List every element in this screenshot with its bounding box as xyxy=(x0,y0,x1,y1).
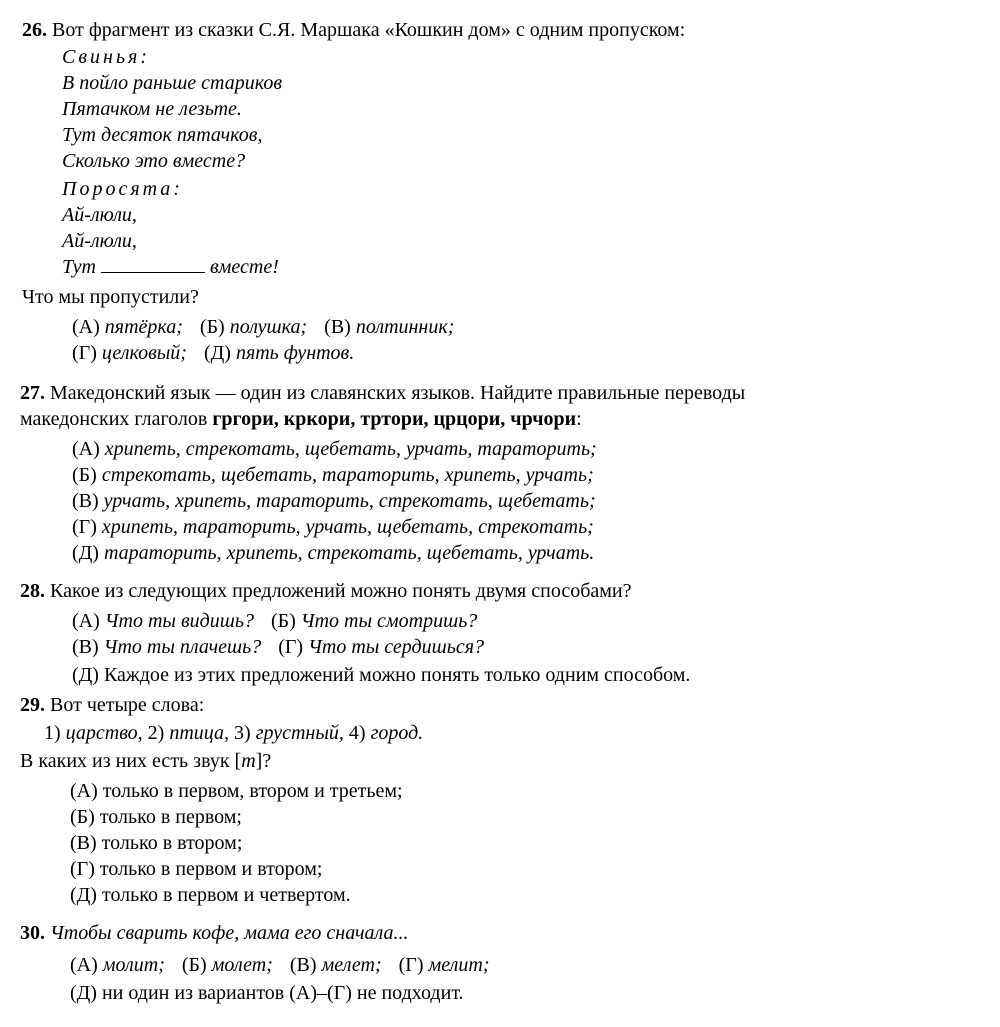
option-text: молет; xyxy=(211,954,273,976)
option-letter: (Г) xyxy=(278,636,304,658)
option-text: целковый; xyxy=(101,342,187,364)
option-b xyxy=(72,462,594,488)
option-letter: (А) xyxy=(72,316,100,338)
verse-text: Тут xyxy=(62,256,96,278)
option-letter: (Б) xyxy=(199,316,225,338)
option-v xyxy=(324,316,454,338)
word-number: 3) xyxy=(234,722,251,744)
option-v xyxy=(72,636,261,658)
question-number: 29. xyxy=(20,694,45,716)
question-text-continued xyxy=(20,406,582,432)
question-text: македонских глаголов xyxy=(20,408,208,430)
question-prompt: Что мы пропустили? xyxy=(22,286,199,308)
verse-line: Тут десяток пятачков, xyxy=(62,124,263,146)
question-26-header xyxy=(22,17,685,43)
option-g xyxy=(72,342,187,364)
option-g xyxy=(278,636,484,658)
macedonian-word: црцори, xyxy=(433,408,506,430)
question-text: Вот четыре слова: xyxy=(50,694,205,716)
verse-line: Ай-люли, xyxy=(62,230,137,252)
question-27-header xyxy=(20,380,745,406)
option-text: полушка; xyxy=(229,316,308,338)
question-28-header xyxy=(20,578,632,604)
option-text: только в первом, втором и третьем; xyxy=(102,780,403,802)
option-letter: (Г) xyxy=(70,858,95,880)
option-letter: (Б) xyxy=(70,806,95,828)
question-29-header xyxy=(20,692,204,718)
option-text: пятёрка; xyxy=(104,316,183,338)
prompt-text: В каких из них есть звук [ xyxy=(20,750,242,772)
option-letter: (В) xyxy=(70,832,97,854)
option-a xyxy=(72,436,597,462)
option-a xyxy=(72,316,183,338)
option-letter: (Д) xyxy=(70,884,97,906)
word-item xyxy=(349,722,423,744)
option-letter: (В) xyxy=(289,954,317,976)
verse-line-with-blank xyxy=(62,254,279,280)
question-text: Вот фрагмент из сказки С.Я. Маршака «Кошкин дом» с одним пропуском: xyxy=(52,19,686,41)
word-text: царство, xyxy=(65,722,143,744)
options-row xyxy=(72,340,366,366)
option-letter: (Д) xyxy=(70,982,97,1004)
option-b xyxy=(182,954,273,976)
verse-text: вместе! xyxy=(209,256,279,278)
question-text: Какое из следующих предложений можно понять двумя способами? xyxy=(50,580,632,602)
option-text: Что ты видишь? xyxy=(104,610,254,632)
options-row xyxy=(70,952,501,978)
option-b xyxy=(200,316,307,338)
speaker-label: Поросята: xyxy=(62,178,183,200)
option-g xyxy=(70,856,322,882)
option-g xyxy=(399,954,490,976)
verse-line: Сколько это вместе? xyxy=(62,150,246,172)
question-number: 28. xyxy=(20,580,45,602)
options-row xyxy=(72,608,489,634)
option-letter: (В) xyxy=(72,490,99,512)
verse-line: Ай-люли, xyxy=(62,204,137,226)
option-v xyxy=(290,954,382,976)
option-b xyxy=(271,610,477,632)
option-text: мелет; xyxy=(321,954,382,976)
answer-blank xyxy=(101,254,205,273)
option-text: хрипеть, тараторить, урчать, щебетать, стрекотать; xyxy=(101,516,594,538)
option-letter: (А) xyxy=(70,780,98,802)
option-letter: (А) xyxy=(72,610,100,632)
option-letter: (Б) xyxy=(270,610,296,632)
option-letter: (Б) xyxy=(72,464,97,486)
option-text: Что ты сердишься? xyxy=(308,636,485,658)
word-text: птица, xyxy=(169,722,230,744)
word-item xyxy=(148,722,229,744)
option-text: ни один из вариантов (А)–(Г) не подходит. xyxy=(101,982,464,1004)
option-letter: (Д) xyxy=(72,664,99,686)
option-d xyxy=(72,662,690,688)
option-text: хрипеть, стрекотать, щебетать, урчать, тараторить; xyxy=(104,438,597,460)
option-text: мелит; xyxy=(428,954,490,976)
option-text: Что ты плачешь? xyxy=(103,636,262,658)
option-v xyxy=(72,488,596,514)
prompt-text: ]? xyxy=(255,750,272,772)
option-text: только в втором; xyxy=(101,832,243,854)
question-prompt xyxy=(20,748,271,774)
option-b xyxy=(70,804,242,830)
option-letter: (Д) xyxy=(203,342,231,364)
word-number: 1) xyxy=(44,722,61,744)
option-letter: (Б) xyxy=(181,954,207,976)
word-number: 4) xyxy=(348,722,366,744)
verse-line: В пойло раньше стариков xyxy=(62,72,283,94)
option-d xyxy=(204,342,354,364)
word-text: грустный, xyxy=(255,722,344,744)
macedonian-word: кркори, xyxy=(283,408,356,430)
word-number: 2) xyxy=(147,722,165,744)
option-text: только в первом; xyxy=(99,806,242,828)
option-d xyxy=(70,882,351,908)
option-letter: (Д) xyxy=(72,542,99,564)
speaker-label: Свинья: xyxy=(62,46,151,68)
option-letter: (А) xyxy=(72,438,100,460)
option-a xyxy=(70,778,403,804)
option-text: молит; xyxy=(102,954,165,976)
sound-symbol: т xyxy=(241,750,256,772)
question-30-header xyxy=(20,920,408,946)
word-item xyxy=(44,722,143,744)
verse-line: Пятачком не лезьте. xyxy=(62,98,242,120)
option-letter: (Г) xyxy=(72,342,97,364)
question-number: 27. xyxy=(20,382,45,404)
option-a xyxy=(70,954,165,976)
word-text: город. xyxy=(370,722,424,744)
option-letter: (А) xyxy=(70,954,98,976)
option-g xyxy=(72,514,594,540)
option-v xyxy=(70,830,242,856)
option-text: Что ты смотришь? xyxy=(300,610,478,632)
option-text: урчать, хрипеть, тараторить, стрекотать, щебетать; xyxy=(103,490,596,512)
option-letter: (В) xyxy=(72,636,99,658)
option-text: только в первом и четвертом. xyxy=(101,884,351,906)
punct: : xyxy=(576,408,582,430)
option-text: полтинник; xyxy=(355,316,455,338)
macedonian-word: гргори, xyxy=(212,408,279,430)
option-text: Каждое из этих предложений можно понять только одним способом. xyxy=(103,664,691,686)
option-d xyxy=(72,540,594,566)
macedonian-word: чрчори xyxy=(510,408,577,430)
question-text: Македонский язык — один из славянских языков. Найдите правильные переводы xyxy=(50,382,746,404)
question-number: 26. xyxy=(22,19,47,41)
question-number: 30. xyxy=(20,922,45,944)
options-row xyxy=(72,314,466,340)
option-text: только в первом и втором; xyxy=(99,858,323,880)
option-text: пять фунтов. xyxy=(235,342,355,364)
option-letter: (Г) xyxy=(398,954,424,976)
option-a xyxy=(72,610,254,632)
macedonian-word: тртори, xyxy=(360,408,429,430)
option-text: стрекотать, щебетать, тараторить, хрипеть, урчать; xyxy=(101,464,594,486)
option-d xyxy=(70,980,464,1006)
option-letter: (В) xyxy=(324,316,351,338)
options-row xyxy=(72,634,496,660)
option-letter: (Г) xyxy=(72,516,97,538)
word-item xyxy=(234,722,344,744)
option-text: тараторить, хрипеть, стрекотать, щебетать, урчать. xyxy=(103,542,595,564)
word-list xyxy=(44,720,423,746)
question-text: Чтобы сварить кофе, мама его сначала... xyxy=(50,922,409,944)
